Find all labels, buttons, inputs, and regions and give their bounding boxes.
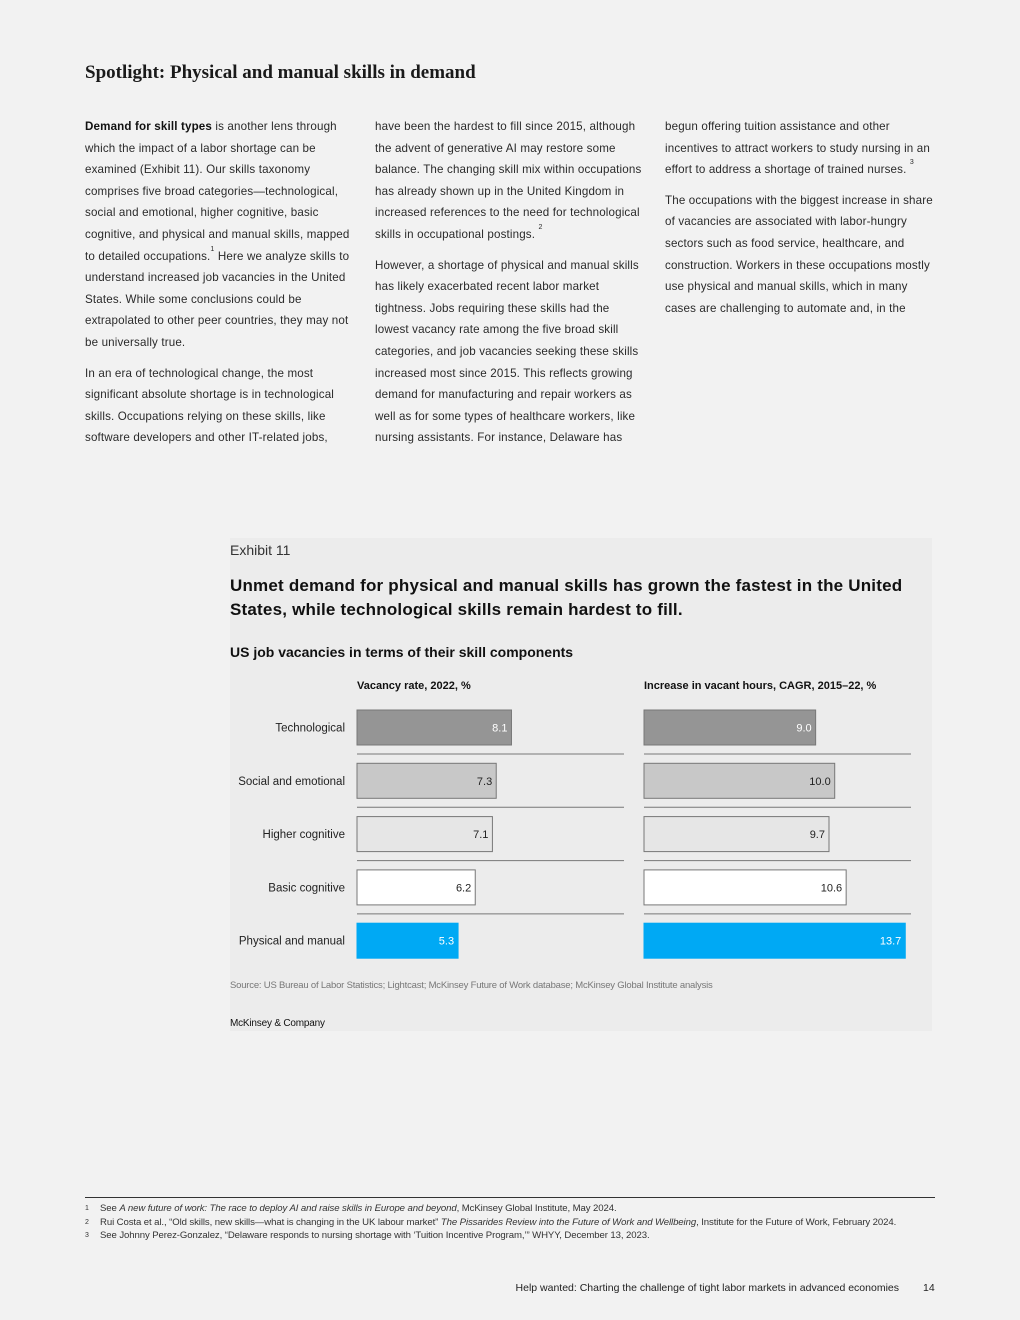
exhibit-label: Exhibit 11 bbox=[230, 542, 291, 558]
exhibit-source: Source: US Bureau of Labor Statistics; Lightcast; McKinsey Future of Work database; McKinsey Global Institute analysis bbox=[230, 980, 713, 991]
bar-value-label: 9.0 bbox=[796, 722, 812, 735]
category-label: Physical and manual bbox=[238, 935, 345, 948]
footnote-number: 3 bbox=[85, 1232, 89, 1240]
bar-2-2 bbox=[644, 763, 835, 798]
footnote-title: A new future of work: The race to deploy AI and raise skills in Europe and beyond bbox=[119, 1203, 457, 1214]
footnote-number: 2 bbox=[85, 1218, 89, 1226]
body-column-2 bbox=[375, 116, 643, 458]
bar-value-label: 5.3 bbox=[438, 935, 455, 948]
footnote-ref-2[interactable]: 2 bbox=[538, 223, 543, 231]
panel-title-1: Vacancy rate, 2022, % bbox=[357, 680, 471, 692]
paragraph-2 bbox=[85, 363, 353, 449]
bar-value-label: 7.3 bbox=[476, 775, 493, 788]
footnote-title: The Pissarides Review into the Future of Work and Wellbeing bbox=[440, 1216, 697, 1228]
lead-in: Demand for skill types bbox=[85, 120, 213, 133]
paragraph-3-text: However, a shortage of physical and manual skills has likely exacerbated recent labor market tightness. Jobs requiring these skills had the lowest vacancy rate among the five broad skill categories, and job vacancies seeking these skills increased most since 2015. This reflects growing demand for manufacturing and repair workers as well as for some types of healthcare workers, like nursing assistants. For instance, Delaware has bbox=[375, 258, 639, 445]
footnote-1 bbox=[85, 1202, 935, 1216]
spotlight-title: Spotlight: Physical and manual skills in demand bbox=[85, 62, 476, 83]
paragraph-4 bbox=[665, 190, 933, 320]
footnote-number: 1 bbox=[85, 1205, 89, 1212]
footnote-2 bbox=[85, 1216, 935, 1230]
paragraph-1 bbox=[85, 116, 353, 354]
category-label: Basic cognitive bbox=[268, 882, 345, 895]
chart-subtitle: US job vacancies in terms of their skill components bbox=[230, 644, 574, 660]
paragraph-1-tail: Here we analyze skills to understand increased job vacancies in the United States. While some conclusions could be extrapolated to other peer countries, they may not be universally true. bbox=[85, 249, 350, 349]
paragraph-2-text: In an era of technological change, the most significant absolute shortage is in technological skills. Occupations relying on these skills, like software developers and other IT-related jobs, bbox=[85, 366, 335, 445]
running-footer-title: Help wanted: Charting the challenge of tight labor markets in advanced economies bbox=[515, 1282, 899, 1294]
footnote-text: See bbox=[100, 1203, 120, 1214]
footnote-3 bbox=[85, 1229, 935, 1243]
paragraph-2-cont: have been the hardest to fill since 2015, although the advent of generative AI may restore some balance. The changing skill mix within occupations has already shown up in the United Kingdom in increased references to the need for technological skills in occupational postings. $^2$ bbox=[375, 120, 642, 241]
paragraph-3 bbox=[375, 255, 643, 449]
bar-2-5 bbox=[644, 923, 905, 958]
brand-mark: McKinsey & Company bbox=[230, 1018, 325, 1029]
skills-bar-chart bbox=[230, 538, 932, 978]
bar-1-2 bbox=[357, 763, 496, 798]
exhibit-11 bbox=[230, 538, 932, 1031]
bar-1-3 bbox=[357, 817, 492, 852]
category-label: Higher cognitive bbox=[262, 829, 345, 842]
paragraph-3-cont: begun offering tuition assistance and other incentives to attract workers to study nursing in an effort to address a shortage of trained nurses. $^3$ bbox=[665, 120, 930, 177]
bar-2-4 bbox=[644, 870, 846, 905]
paragraph-4-text: The occupations with the biggest increase in share of vacancies are associated with labor-hungry sectors such as food service, healthcare, and construction. Workers in these occupations mostly use physical and manual skills, which in many cases are challenging to automate and, in the bbox=[665, 193, 933, 315]
paragraph-1-text: is another lens through which the impact of a labor shortage can be examined (Exhibit 11). Our skills taxonomy comprises five broad categories—technological, social and emotional, higher cognitive, basic cognitive, and physical and manual skills, mapped to detailed occupations. bbox=[85, 120, 350, 263]
bar-2-3 bbox=[644, 817, 829, 852]
bar-value-label: 13.7 bbox=[879, 935, 902, 948]
footnote-text: , Institute for the Future of Work, February 2024. bbox=[696, 1216, 897, 1228]
bar-value-label: 9.7 bbox=[809, 829, 825, 842]
page-number: 14 bbox=[923, 1282, 935, 1294]
bar-value-label: 10.0 bbox=[809, 775, 831, 788]
panel-title-2: Increase in vacant hours, CAGR, 2015–22, % bbox=[644, 680, 877, 692]
category-label: Social and emotional bbox=[238, 775, 345, 788]
footnote-text: See Johnny Perez-Gonzalez, “Delaware responds to nursing shortage with ‘Tuition Incentive Program,’” WHYY, December 13, 2023. bbox=[100, 1230, 650, 1242]
body-column-3 bbox=[665, 116, 933, 328]
bar-2-1 bbox=[644, 710, 816, 745]
bar-value-label: 7.1 bbox=[473, 829, 489, 842]
footnotes bbox=[85, 1197, 935, 1243]
bar-value-label: 10.6 bbox=[820, 882, 843, 895]
footnote-ref-1[interactable]: 1 bbox=[210, 245, 215, 253]
category-label: Technological bbox=[275, 722, 345, 735]
exhibit-headline: Unmet demand for physical and manual skills has grown the fastest in the United States, while technological skills remain hardest to fill. bbox=[230, 576, 903, 619]
body-column-1 bbox=[85, 116, 353, 458]
bar-1-1 bbox=[357, 710, 511, 745]
footnote-text: , McKinsey Global Institute, May 2024. bbox=[456, 1203, 617, 1214]
bar-value-label: 6.2 bbox=[455, 882, 472, 895]
footnote-text: Rui Costa et al., “Old skills, new skills—what is changing in the UK labour market” bbox=[100, 1216, 441, 1228]
bar-value-label: 8.1 bbox=[492, 722, 508, 735]
footnote-ref[interactable]: 3 bbox=[909, 159, 914, 167]
